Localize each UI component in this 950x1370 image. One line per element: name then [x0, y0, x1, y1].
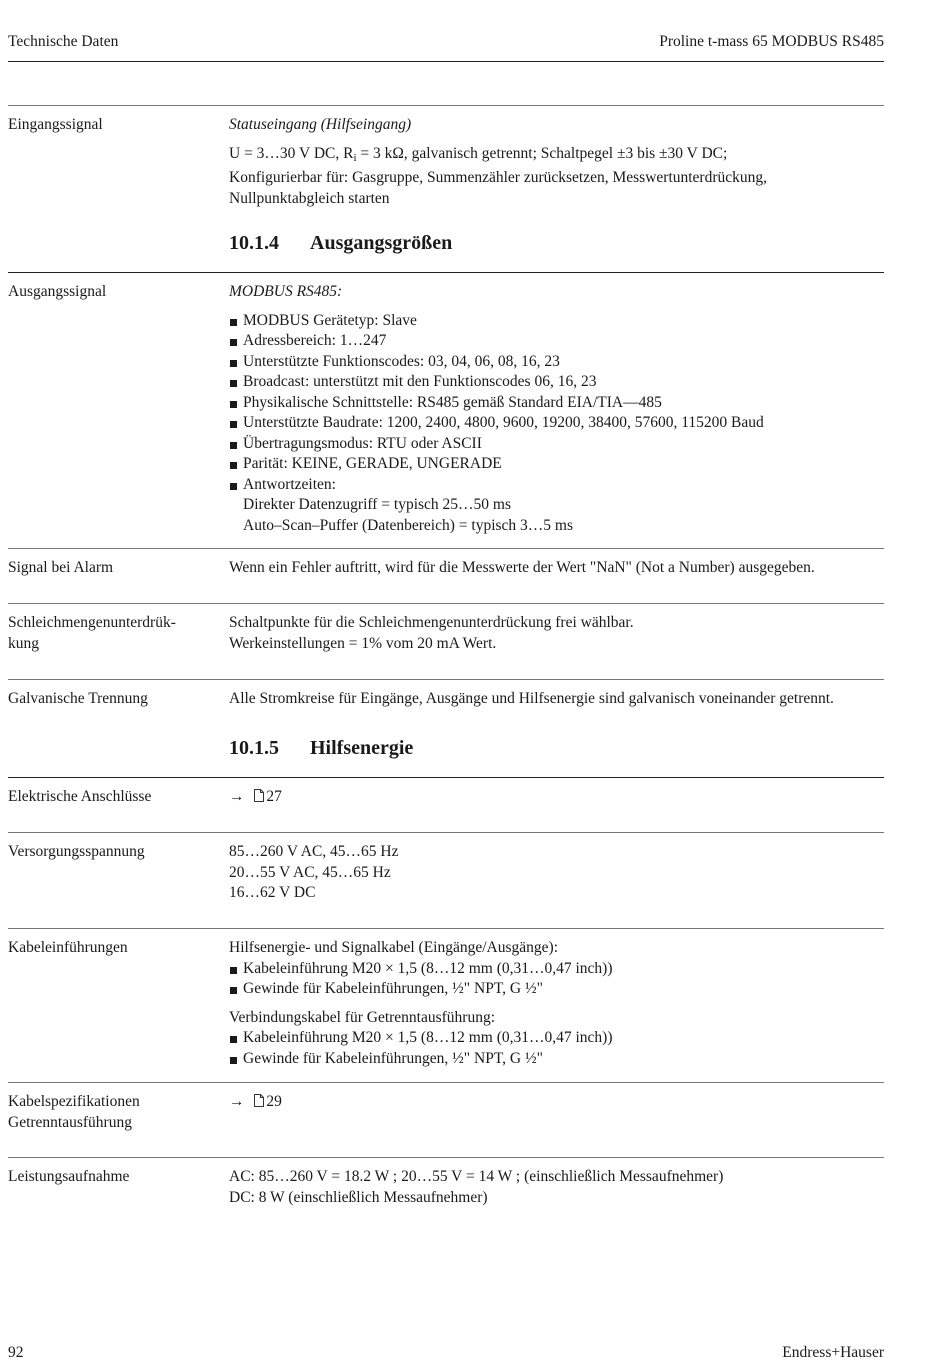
- ausgangssignal-list: [229, 311, 889, 496]
- header-left: Technische Daten: [8, 33, 119, 50]
- page-icon: [254, 1094, 264, 1107]
- line1-part-a: U = 3…30 V DC, R: [229, 144, 354, 162]
- section-heading-hilfsenergie: [229, 738, 413, 759]
- voltage-line: 16…62 V DC: [229, 884, 316, 901]
- section-number: 10.1.5: [229, 737, 279, 759]
- galvanisch-text: Alle Stromkreise für Eingänge, Ausgänge und Hilfsenergie sind galvanisch voneinander getrennt.: [229, 690, 834, 707]
- list-item: Übertragungsmodus: RTU oder ASCII: [229, 434, 889, 455]
- schleichmenge-content: [229, 613, 889, 654]
- eingangssignal-subtitle: Statuseingang (Hilfseingang): [229, 116, 412, 133]
- schleichmenge-line1: Schaltpunkte für die Schleichmengenunterdrückung frei wählbar.: [229, 614, 634, 631]
- list-item: Gewinde für Kabeleinführungen, ½" NPT, G ½": [229, 979, 889, 1000]
- section-title: Ausgangsgrößen: [310, 232, 453, 254]
- kabelspez-ref[interactable]: [229, 1092, 889, 1113]
- page-ref: 27: [266, 788, 282, 805]
- row-divider: [8, 928, 884, 929]
- label-line: kung: [8, 634, 39, 652]
- arrow-icon: →: [229, 1093, 245, 1110]
- eingangssignal-line2: Konfigurierbar für: Gasgruppe, Summenzähler zurücksetzen, Messwertunterdrückung,: [229, 169, 768, 186]
- leistung-line2: DC: 8 W (einschließlich Messaufnehmer): [229, 1188, 488, 1206]
- kabel-group2-list: [229, 1028, 889, 1069]
- list-item: Adressbereich: 1…247: [229, 331, 889, 352]
- list-item: Unterstützte Funktionscodes: 03, 04, 06, 08, 16, 23: [229, 352, 889, 373]
- ausgangssignal-subtitle: MODBUS RS485:: [229, 283, 343, 300]
- list-item: Parität: KEINE, GERADE, UNGERADE: [229, 454, 889, 475]
- page-ref: 29: [266, 1093, 282, 1110]
- eingangssignal-label: Eingangssignal: [8, 116, 103, 133]
- schleichmenge-line2: Werkeinstellungen = 1% vom 20 mA Wert.: [229, 634, 497, 652]
- response-time-autoscan: Auto–Scan–Puffer (Datenbereich) = typisch 3…5 ms: [243, 516, 574, 534]
- section-rule: [8, 272, 884, 273]
- versorgung-label: Versorgungsspannung: [8, 843, 145, 860]
- row-divider: [8, 679, 884, 680]
- footer-brand: Endress+Hauser: [782, 1344, 884, 1361]
- row-divider: [8, 832, 884, 833]
- list-item: MODBUS Gerätetyp: Slave: [229, 311, 889, 332]
- leistung-line1: AC: 85…260 V = 18.2 W ; 20…55 V = 14 W ; (einschließlich Messaufnehmer): [229, 1168, 724, 1185]
- row-divider: [8, 548, 884, 549]
- section-title: Hilfsenergie: [310, 737, 414, 759]
- kabelspez-label: [8, 1092, 218, 1133]
- kabel-group1-list: [229, 959, 889, 1000]
- schleichmenge-label: [8, 613, 218, 654]
- leistung-label: Leistungsaufnahme: [8, 1168, 130, 1185]
- signal-alarm-label: Signal bei Alarm: [8, 559, 114, 576]
- section-number: 10.1.4: [229, 232, 279, 254]
- list-item: Physikalische Schnittstelle: RS485 gemäß Standard EIA/TIA—485: [229, 393, 889, 414]
- page-number: 92: [8, 1344, 24, 1361]
- eingangssignal-line1: [229, 144, 889, 169]
- arrow-icon: →: [229, 788, 245, 805]
- kabel-content: [229, 938, 889, 1069]
- list-item: Gewinde für Kabeleinführungen, ½" NPT, G ½": [229, 1049, 889, 1070]
- elektrische-label: Elektrische Anschlüsse: [8, 788, 152, 805]
- label-line: Schleichmengenunterdrük-: [8, 614, 176, 631]
- section-rule: [8, 777, 884, 778]
- list-item: Kabeleinführung M20 × 1,5 (8…12 mm (0,31…0,47 inch)): [229, 1028, 889, 1049]
- response-time-direct: Direkter Datenzugriff = typisch 25…50 ms: [243, 496, 512, 513]
- signal-alarm-text: Wenn ein Fehler auftritt, wird für die Messwerte der Wert "NaN" (Not a Number) ausgegeben.: [229, 559, 815, 576]
- kabel-group2-title: Verbindungskabel für Getrenntausführung:: [229, 1008, 496, 1026]
- header-right: Proline t-mass 65 MODBUS RS485: [659, 33, 884, 50]
- ausgangssignal-label: Ausgangssignal: [8, 283, 107, 300]
- list-item: Kabeleinführung M20 × 1,5 (8…12 mm (0,31…0,47 inch)): [229, 959, 889, 980]
- section-heading-ausgang: [229, 233, 452, 254]
- list-item: Broadcast: unterstützt mit den Funktionscodes 06, 16, 23: [229, 372, 889, 393]
- list-item: Antwortzeiten:: [229, 475, 889, 496]
- eingangssignal-content: [229, 115, 889, 209]
- voltage-line: 85…260 V AC, 45…65 Hz: [229, 843, 399, 860]
- voltage-line: 20…55 V AC, 45…65 Hz: [229, 863, 391, 881]
- line1-subscript: i: [353, 151, 357, 164]
- ausgangssignal-content: [229, 282, 889, 536]
- leistung-content: [229, 1167, 889, 1208]
- line1-part-b: = 3 kΩ, galvanisch getrennt; Schaltpegel ±3 bis ±30 V DC;: [356, 144, 728, 162]
- elektrische-ref[interactable]: [229, 787, 889, 808]
- header-rule: [8, 61, 884, 62]
- row-divider: [8, 1157, 884, 1158]
- page-icon: [254, 789, 264, 802]
- row-divider: [8, 105, 884, 106]
- list-item: Unterstützte Baudrate: 1200, 2400, 4800, 9600, 19200, 38400, 57600, 115200 Baud: [229, 413, 889, 434]
- eingangssignal-line3: Nullpunktabgleich starten: [229, 189, 390, 207]
- kabel-group1-title: Hilfsenergie- und Signalkabel (Eingänge/Ausgänge):: [229, 939, 558, 956]
- label-line: Getrenntausführung: [8, 1113, 132, 1131]
- galvanisch-label: Galvanische Trennung: [8, 690, 148, 707]
- row-divider: [8, 1082, 884, 1083]
- kabel-label: Kabeleinführungen: [8, 939, 128, 956]
- row-divider: [8, 603, 884, 604]
- versorgung-content: [229, 842, 889, 904]
- label-line: Kabelspezifikationen: [8, 1093, 140, 1110]
